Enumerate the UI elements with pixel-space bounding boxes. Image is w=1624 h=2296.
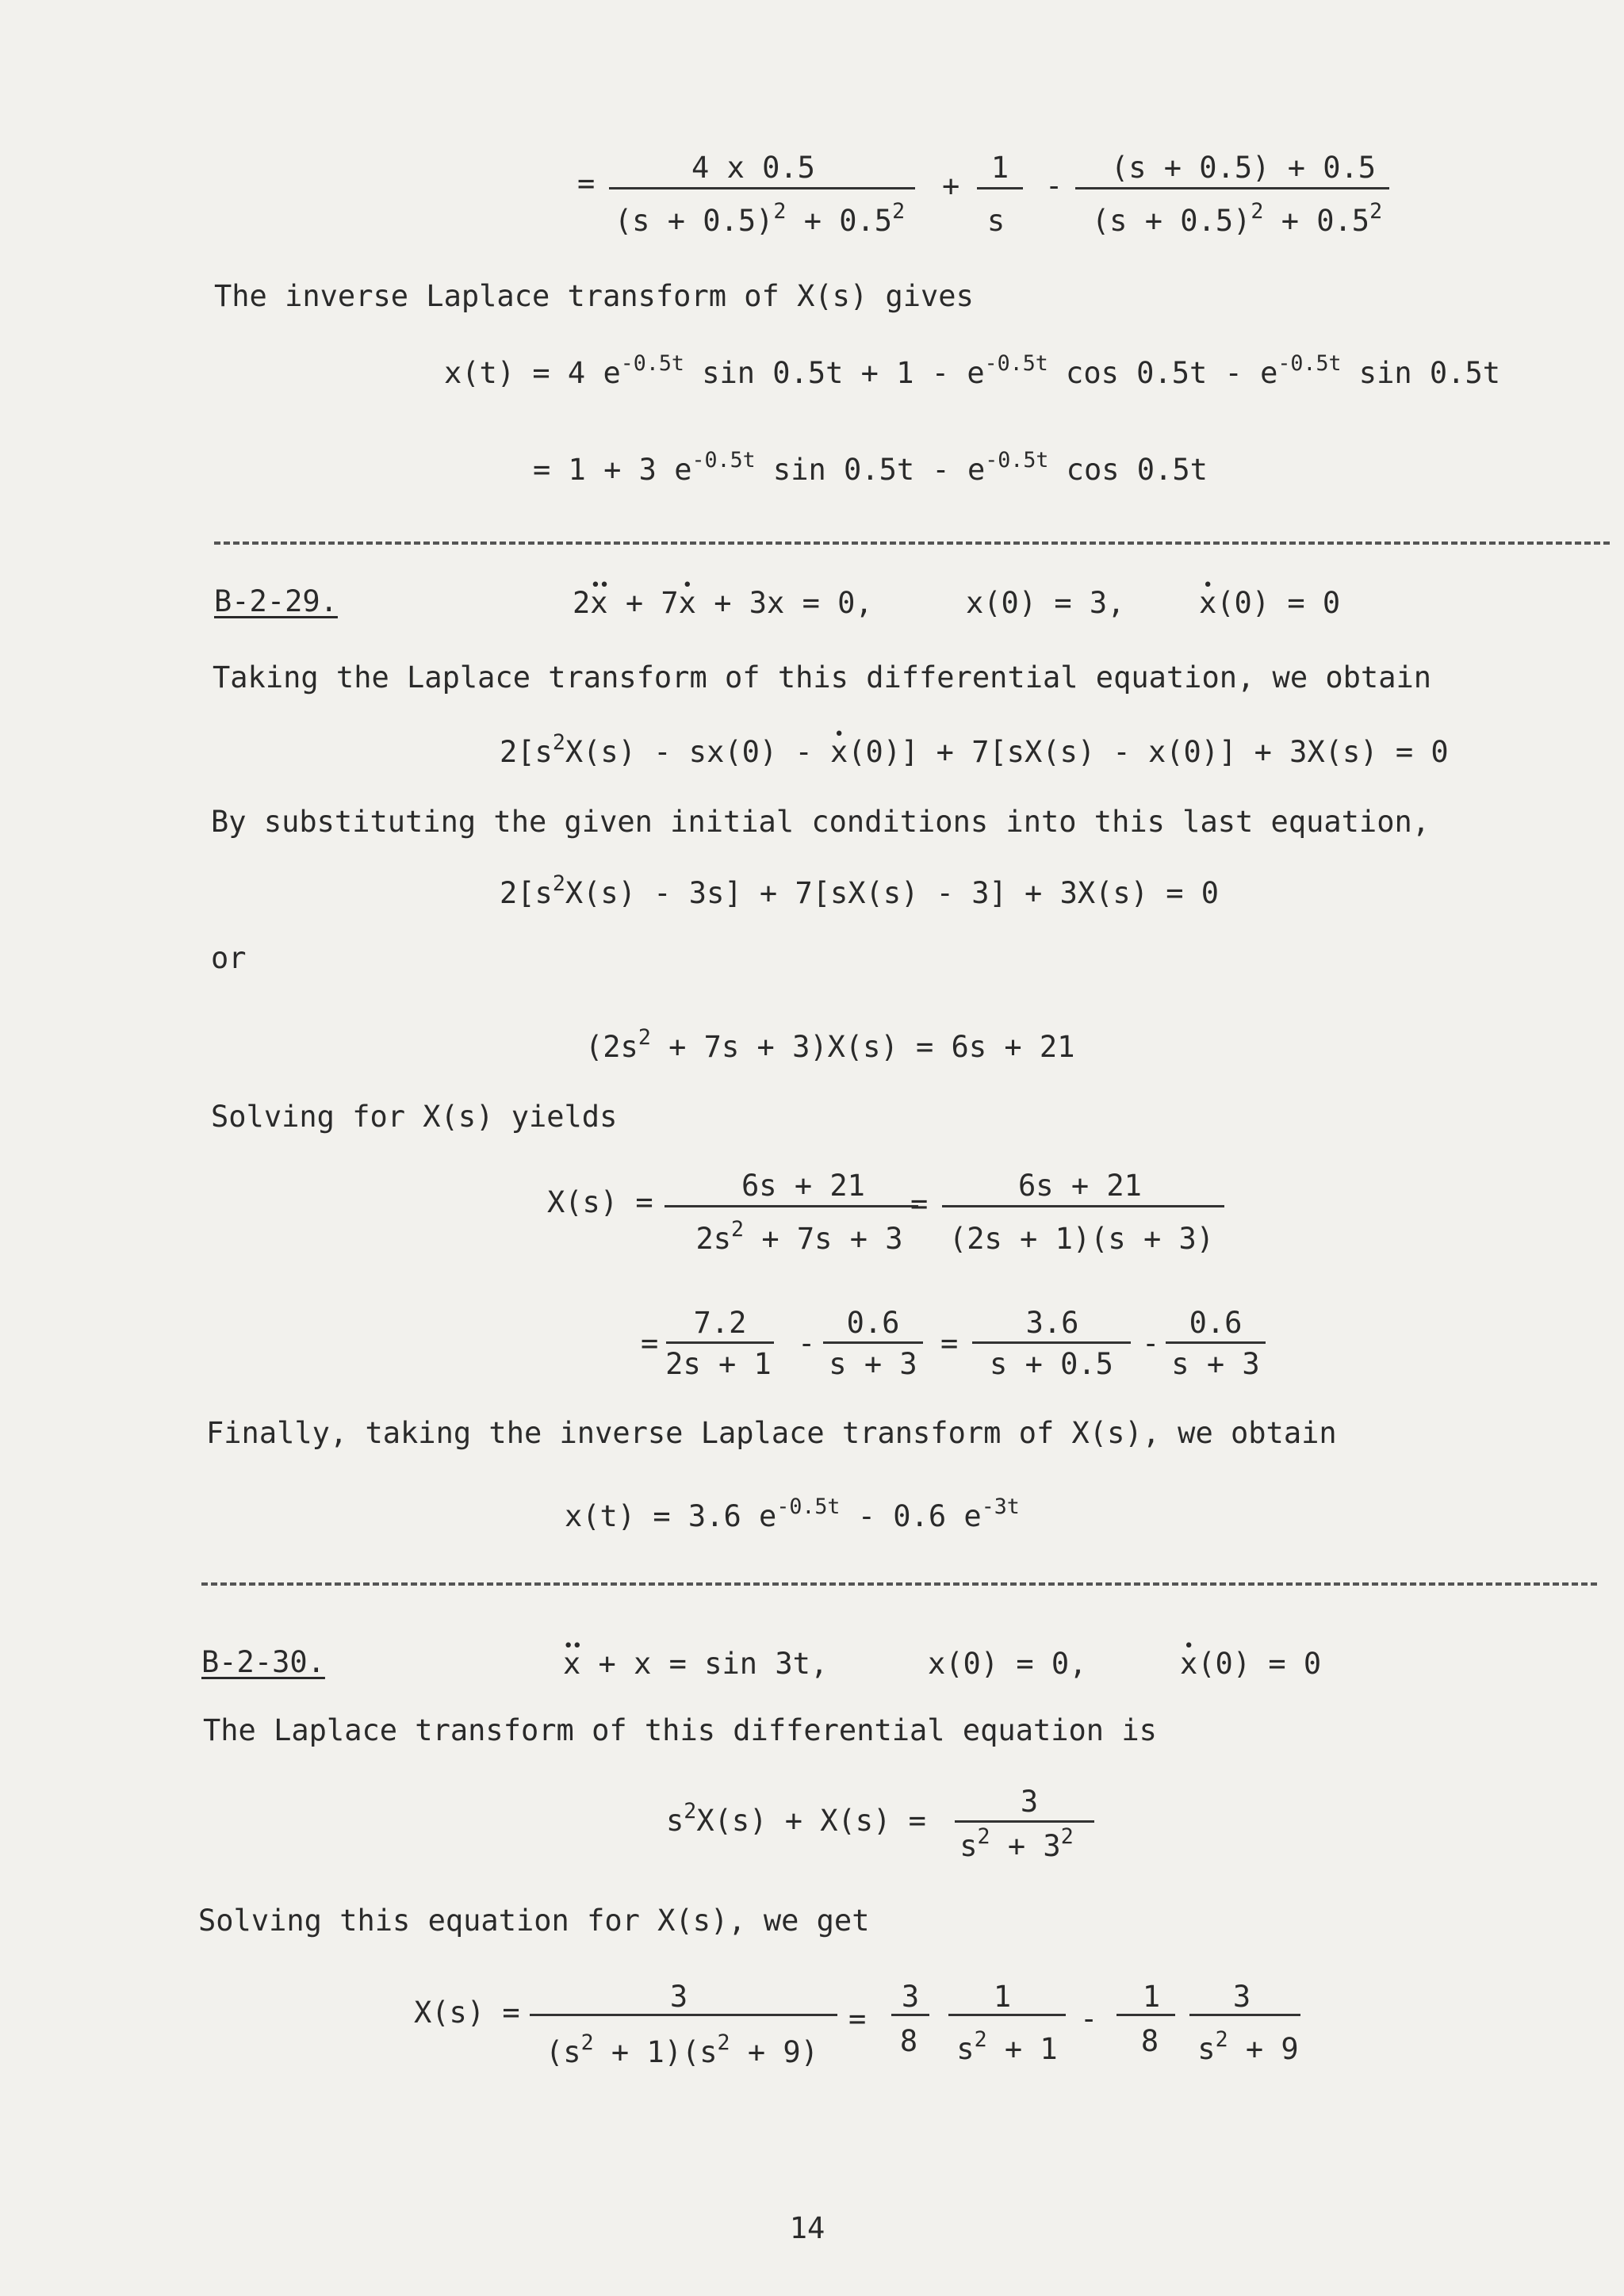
paragraph: Solving for X(s) yields [211,1100,618,1134]
equation-lhs: X(s) = [547,1185,653,1219]
differential-equation: •• x + x = sin 3t, [563,1649,828,1678]
fraction-bar [1166,1341,1266,1344]
equals-sign: = [577,166,596,201]
fraction-numerator: 0.6 [846,1306,900,1340]
equation: $2[s^2X(s) - sx(0)$ - • x(0)] + 7[sX(s) - x(0)] + 3X(s) = 0 [500,737,1449,767]
fraction-numerator: 3.6 [1025,1306,1079,1340]
fraction-bar [609,187,915,189]
initial-condition: x(0) = 3, [966,586,1125,620]
fraction-bar [1116,2014,1175,2016]
fraction-bar [1075,187,1389,189]
problem-label: B-2-29. [214,584,338,618]
fraction-bar [972,1341,1131,1344]
equation: x(t) = 3.6 $e^{-0.5t} - 0.6$ $e^{-3t}$ [565,1494,1020,1533]
paragraph: The inverse Laplace transform of X(s) gives [214,279,974,313]
equals-sign: = [910,1187,929,1221]
equals-sign: = [940,1326,959,1360]
initial-condition: • x(0) = 0 [1180,1649,1321,1678]
fraction-bar [823,1341,923,1344]
fraction-bar [665,1205,918,1207]
fraction-numerator: 1 [1142,1980,1161,2014]
fraction-denominator: (2s + 1)(s + 3) [948,1222,1215,1256]
paragraph: Finally, taking the inverse Laplace transform of X(s), we obtain [206,1416,1337,1450]
paragraph: The Laplace transform of this differential equation is [203,1713,1157,1747]
initial-condition: x(0) = 0, [928,1647,1087,1681]
fraction-denominator: 8 [899,2024,918,2058]
fraction-numerator: 1 [990,151,1009,185]
fraction-denominator: s + 3 [829,1347,917,1381]
fraction-numerator: 3 [1232,1980,1251,2014]
equation: $2[s^2X(s) - 3s] + 7[sX(s) - 3] + 3X(s) = 0$ [500,871,1220,910]
fraction-denominator: s [986,204,1005,238]
fraction-denominator: s + 0.5 [990,1347,1113,1381]
fraction-denominator: $s^2 + 3^2$ [959,1824,1074,1863]
fraction-denominator: 8 [1140,2024,1159,2058]
paragraph: Solving this equation for X(s), we get [198,1904,870,1938]
fraction-denominator: $(s + 0.5)^2 + 0.5^2$ [614,199,906,238]
fraction-numerator: 6s + 21 [1018,1169,1142,1203]
fraction-numerator: 1 [993,1980,1012,2014]
equation: x(t) = 4 $e^{-0.5t}$ $\sin 0.5t + 1 - e^{-0.5t}$ $\cos 0.5t - e^{-0.5t}$ sin 0.5t [444,351,1501,390]
equation: $(2s^2 + 7s + 3)X(s) = 6s + 21$ [585,1025,1075,1064]
fraction-denominator: $2s^2 + 7s + 3$ [695,1217,903,1256]
fraction-bar [942,1205,1224,1207]
equation-lhs: $s^2X(s) + X(s)$ = [666,1799,926,1838]
fraction-numerator: 3 [669,1980,688,2014]
fraction-denominator: $s^2 + 9$ [1197,2027,1299,2066]
paragraph: or [211,941,247,975]
paragraph: Taking the Laplace transform of this differential equation, we obtain [213,660,1432,695]
fraction-bar [1189,2014,1300,2016]
fraction-denominator: $(s^2 + 1)(s^2 + 9)$ [546,2030,818,2069]
equation-lhs: X(s) = [414,1996,520,2030]
equals-sign: = [641,1326,659,1360]
fraction-bar [666,1341,774,1344]
fraction-numerator: 4 x 0.5 [691,151,815,185]
fraction-bar [955,1820,1094,1823]
differential-equation: 2•• x + 7• x + 3x = 0, [573,588,873,618]
fraction-numerator: 7.2 [693,1306,747,1340]
fraction-numerator: 0.6 [1189,1306,1243,1340]
equation: = 1 + 3 $e^{-0.5t}$ $\sin 0.5t - e^{-0.5t}$ cos 0.5t [533,448,1208,487]
section-divider [214,541,1610,545]
fraction-denominator: $(s + 0.5)^2 + 0.5^2$ [1091,199,1383,238]
paragraph: By substituting the given initial conditions into this last equation, [211,805,1431,839]
plus-sign: + [942,169,960,203]
fraction-numerator: 3 [1020,1785,1039,1819]
fraction-numerator: 6s + 21 [741,1169,865,1203]
fraction-numerator: 3 [901,1980,920,2014]
fraction-bar [977,187,1023,189]
fraction-denominator: $s^2 + 1$ [956,2027,1058,2066]
section-divider [201,1582,1597,1586]
minus-sign: - [798,1326,816,1360]
equals-sign: = [848,2002,867,2036]
fraction-bar [891,2014,929,2016]
problem-label: B-2-30. [201,1645,325,1679]
initial-condition: • x(0) = 0 [1199,588,1340,618]
minus-sign: - [1080,2002,1098,2036]
fraction-bar [530,2014,837,2016]
minus-sign: - [1142,1326,1160,1360]
fraction-denominator: s + 3 [1171,1347,1260,1381]
fraction-denominator: 2s + 1 [665,1347,772,1381]
page-number: 14 [789,2211,825,2245]
minus-sign: - [1045,169,1063,203]
fraction-numerator: (s + 0.5) + 0.5 [1110,151,1377,185]
fraction-bar [948,2014,1066,2016]
